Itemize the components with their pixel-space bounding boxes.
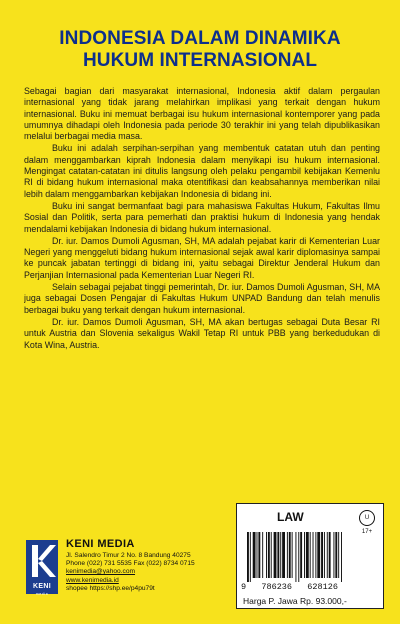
barcode-bar	[304, 532, 305, 578]
barcode-bar	[341, 532, 342, 582]
barcode-bar	[306, 532, 309, 578]
blurb-paragraph: Dr. iur. Damos Dumoli Agusman, SH, MA akan bertugas sebagai Duta Besar RI untuk Austria dan Slovenia sekaligus Wakil Tetap RI untuk PBB yang berkedudukan di Kota Wina, Austria.	[24, 316, 380, 350]
barcode-bar	[335, 532, 337, 578]
barcode-bar	[338, 532, 339, 578]
keni-media-logo	[26, 540, 58, 594]
barcode-bar	[277, 532, 279, 578]
book-price: Harga P. Jawa Rp. 93.000,-	[243, 596, 347, 606]
barcode-bar	[268, 532, 270, 578]
barcode-bar	[333, 532, 334, 578]
publisher-email[interactable]: kenimedia@yahoo.com	[66, 568, 136, 576]
isbn-barcode	[247, 532, 375, 582]
barcode-bar	[289, 532, 291, 578]
keni-k-icon	[26, 540, 58, 582]
barcode-bar	[274, 532, 277, 578]
barcode-bar	[295, 532, 296, 582]
barcode-bar	[313, 532, 314, 578]
blurb-paragraph: Sebagai bagian dari masyarakat internasional, Indonesia aktif dalam pergaulan internasional yang tidak jarang melahirkan implikasi yang terkait dengan hukum internasional. Buku ini memuat berbagai isu hukum internasional kontemporer yang pada umumnya dihadapi oleh Indonesia pada periode 30 terakhir ini yang telah dipublikasikan melalui berbagai media masa.	[24, 86, 380, 142]
publisher-contact	[66, 552, 195, 593]
logo-text: KENI	[33, 583, 51, 590]
barcode-bar	[247, 532, 249, 582]
book-title	[0, 28, 400, 72]
barcode-bar	[280, 532, 281, 578]
barcode-bar	[315, 532, 316, 578]
blurb-paragraph: Buku ini sangat bermanfaat bagi para mahasiswa Fakultas Hukum, Fakultas Ilmu Sosial dan Politik, serta para pemerhati dan praktisi hukum di Indonesia yang hendak mendalami kebijakan Indonesia di bidang hukum internasional.	[24, 200, 380, 234]
barcode-bar	[253, 532, 256, 578]
age-rating-badge: U 17+	[359, 510, 375, 526]
blurb-paragraph: Dr. iur. Damos Dumoli Agusman, SH, MA adalah pejabat karir di Kementerian Luar Negeri yang menggeluti bidang hukum internasional sejak awal karir diplomasinya sampai ke puncak jabatan tertinggi di bidang ini, yaitu sebagai Direktur Jenderal Hukum dan Perjanjian Internasional pada Kementerian Luar Negeri RI.	[24, 235, 380, 280]
back-cover-blurb	[24, 86, 380, 382]
isbn-number: 9 786236 628126	[241, 582, 338, 592]
barcode-bar	[287, 532, 288, 578]
barcode-bar	[262, 532, 263, 578]
publisher-name: KENI MEDIA	[66, 538, 135, 550]
barcode-bar	[317, 532, 320, 578]
barcode-bar	[327, 532, 328, 578]
publisher-address: Jl. Salendro Timur 2 No. 8 Bandung 40275	[66, 552, 191, 559]
title-line-1: INDONESIA DALAM DINAMIKA	[59, 28, 341, 49]
barcode-bar	[258, 532, 260, 578]
barcode-bar	[282, 532, 285, 578]
barcode-bar	[266, 532, 267, 578]
barcode-bar	[324, 532, 325, 578]
blurb-paragraph: Buku ini adalah serpihan-serpihan yang membentuk catatan utuh dan penting dalam menggambarkan kiprah Indonesia dalam menyikapi isu hukum internasional. Mengingat catatan-catatan ini ditulis langsung oleh pelaku pengambil kebijakan Kemenlu RI di bidang hukum internasional maka otentifikasi dan keabsahannya memberikan nilai lebih dalam menggambarkan kebijakan Indonesia di bidang ini.	[24, 143, 380, 199]
barcode-bar	[271, 532, 272, 578]
publisher-phone: Phone (022) 731 5535 Fax (022) 8734 0715	[66, 560, 195, 568]
publisher-shopee[interactable]: shopee https://shp.ee/p4pu79t	[66, 584, 155, 592]
blurb-paragraph: Selain sebagai pejabat tinggi pemerintah, Dr. iur. Damos Dumoli Agusman, SH, MA juga sebagai Dosen Pengajar di Fakultas Hukum UNPAD Bandung dan telah menulis berbagai buku yang terkait dengan hukum internasional.	[24, 282, 380, 315]
publisher-website[interactable]: www.kenimedia.id	[66, 576, 119, 584]
logo-subtext: media	[35, 592, 49, 596]
book-category: LAW	[277, 510, 304, 524]
title-line-2: HUKUM INTERNASIONAL	[82, 50, 318, 71]
barcode-bar	[257, 532, 258, 578]
barcode-bar	[300, 532, 302, 578]
barcode-bar	[298, 532, 299, 582]
publisher-block	[26, 538, 266, 608]
barcode-bar	[310, 532, 311, 578]
barcode-bar	[292, 532, 293, 578]
barcode-bar	[321, 532, 323, 578]
barcode-bar	[329, 532, 331, 578]
barcode-bar	[250, 532, 251, 582]
barcode-panel	[236, 503, 384, 609]
